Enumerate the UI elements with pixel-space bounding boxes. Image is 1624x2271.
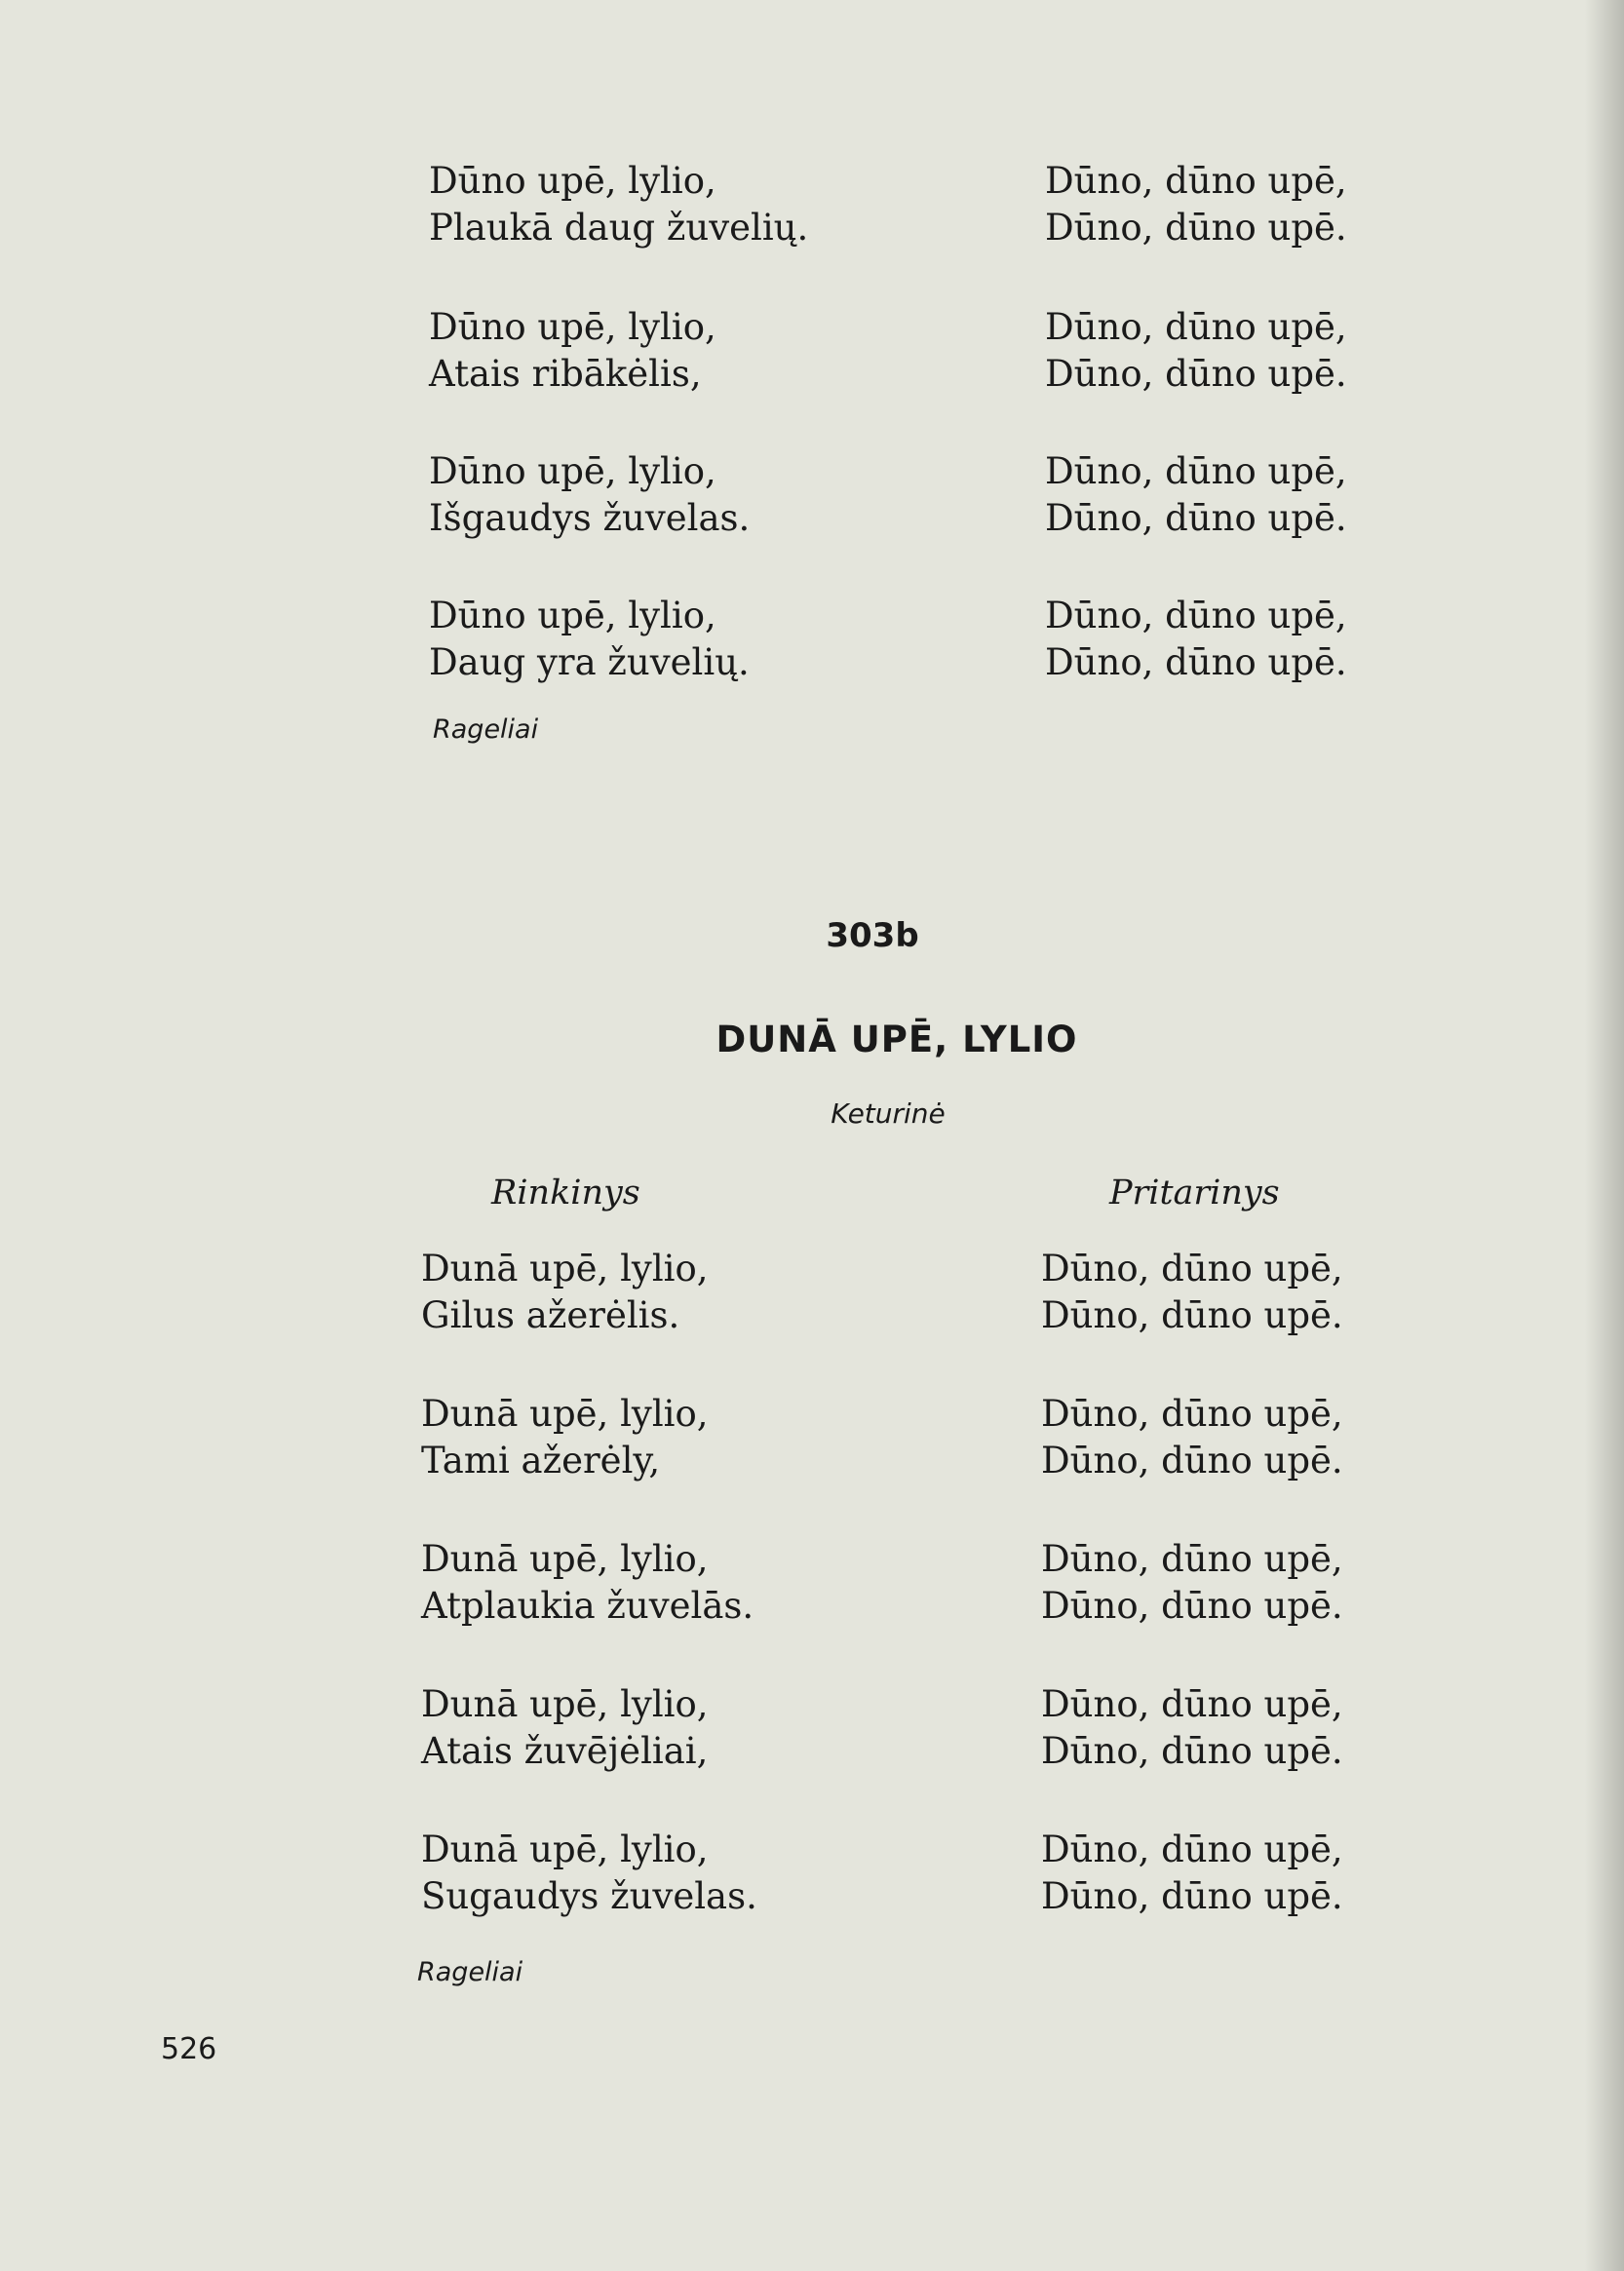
- chorus-line: Dūno, dūno upē,: [1045, 306, 1347, 348]
- refrain-line: Dūno upē, lylio,: [429, 450, 716, 492]
- verse-line: Gilus ažerėlis.: [421, 1294, 680, 1336]
- refrain-line: Dunā upē, lylio,: [421, 1828, 709, 1870]
- chorus-line: Dūno, dūno upē.: [1041, 1294, 1343, 1336]
- song-a-source: Rageliai: [433, 714, 539, 745]
- chorus-line: Dūno, dūno upē,: [1041, 1248, 1343, 1289]
- chorus-line: Dūno, dūno upē.: [1041, 1440, 1343, 1482]
- refrain-line: Dunā upē, lylio,: [421, 1538, 709, 1580]
- verse-line: Plaukā daug žuvelių.: [429, 207, 809, 249]
- chorus-line: Dūno, dūno upē.: [1041, 1875, 1343, 1917]
- refrain-line: Dunā upē, lylio,: [421, 1248, 709, 1289]
- chorus-line: Dūno, dūno upē,: [1045, 450, 1347, 492]
- verse-line: Sugaudys žuvelas.: [421, 1875, 757, 1917]
- verse-line: Atais ribākėlis,: [429, 353, 702, 395]
- verse-line: Išgaudys žuvelas.: [429, 497, 751, 539]
- chorus-line: Dūno, dūno upē,: [1041, 1828, 1343, 1870]
- page-number: 526: [161, 2032, 217, 2066]
- song-a-stanza-3: [0, 448, 1624, 546]
- song-b-stanza-3: [0, 1536, 1624, 1634]
- refrain-line: Dūno upē, lylio,: [429, 160, 716, 202]
- left-column-header: Rinkinys: [491, 1174, 640, 1212]
- refrain-line: Dūno upē, lylio,: [429, 595, 716, 636]
- refrain-line: Dunā upē, lylio,: [421, 1683, 709, 1725]
- chorus-line: Dūno, dūno upē.: [1045, 353, 1347, 395]
- song-b-stanza-2: [0, 1391, 1624, 1488]
- refrain-line: Dunā upē, lylio,: [421, 1393, 709, 1435]
- song-a-stanza-4: [0, 593, 1624, 690]
- song-a-stanza-2: [0, 304, 1624, 402]
- chorus-line: Dūno, dūno upē.: [1045, 641, 1347, 683]
- chorus-line: Dūno, dūno upē,: [1041, 1683, 1343, 1725]
- chorus-line: Dūno, dūno upē,: [1045, 595, 1347, 636]
- song-b-stanza-4: [0, 1681, 1624, 1779]
- song-b-stanza-5: [0, 1827, 1624, 1924]
- chorus-line: Dūno, dūno upē,: [1045, 160, 1347, 202]
- song-b-stanza-1: [0, 1246, 1624, 1343]
- chorus-line: Dūno, dūno upē,: [1041, 1538, 1343, 1580]
- chorus-line: Dūno, dūno upē.: [1041, 1585, 1343, 1627]
- verse-line: Daug yra žuvelių.: [429, 641, 750, 683]
- chorus-line: Dūno, dūno upē.: [1045, 207, 1347, 249]
- verse-line: Atais žuvējėliai,: [421, 1730, 709, 1772]
- right-column-header: Pritarinys: [1109, 1174, 1280, 1212]
- song-number: 303b: [826, 916, 919, 955]
- chorus-line: Dūno, dūno upē.: [1041, 1730, 1343, 1772]
- song-b-source: Rageliai: [417, 1957, 523, 1987]
- chorus-line: Dūno, dūno upē,: [1041, 1393, 1343, 1435]
- chorus-line: Dūno, dūno upē.: [1045, 497, 1347, 539]
- verse-line: Atplaukia žuvelās.: [421, 1585, 754, 1627]
- verse-line: Tami ažerėly,: [421, 1440, 661, 1482]
- refrain-line: Dūno upē, lylio,: [429, 306, 716, 348]
- song-a-stanza-1: [0, 158, 1624, 255]
- song-title: DUNĀ UPĒ, LYLIO: [715, 1019, 1078, 1060]
- song-genre: Keturinė: [831, 1097, 946, 1130]
